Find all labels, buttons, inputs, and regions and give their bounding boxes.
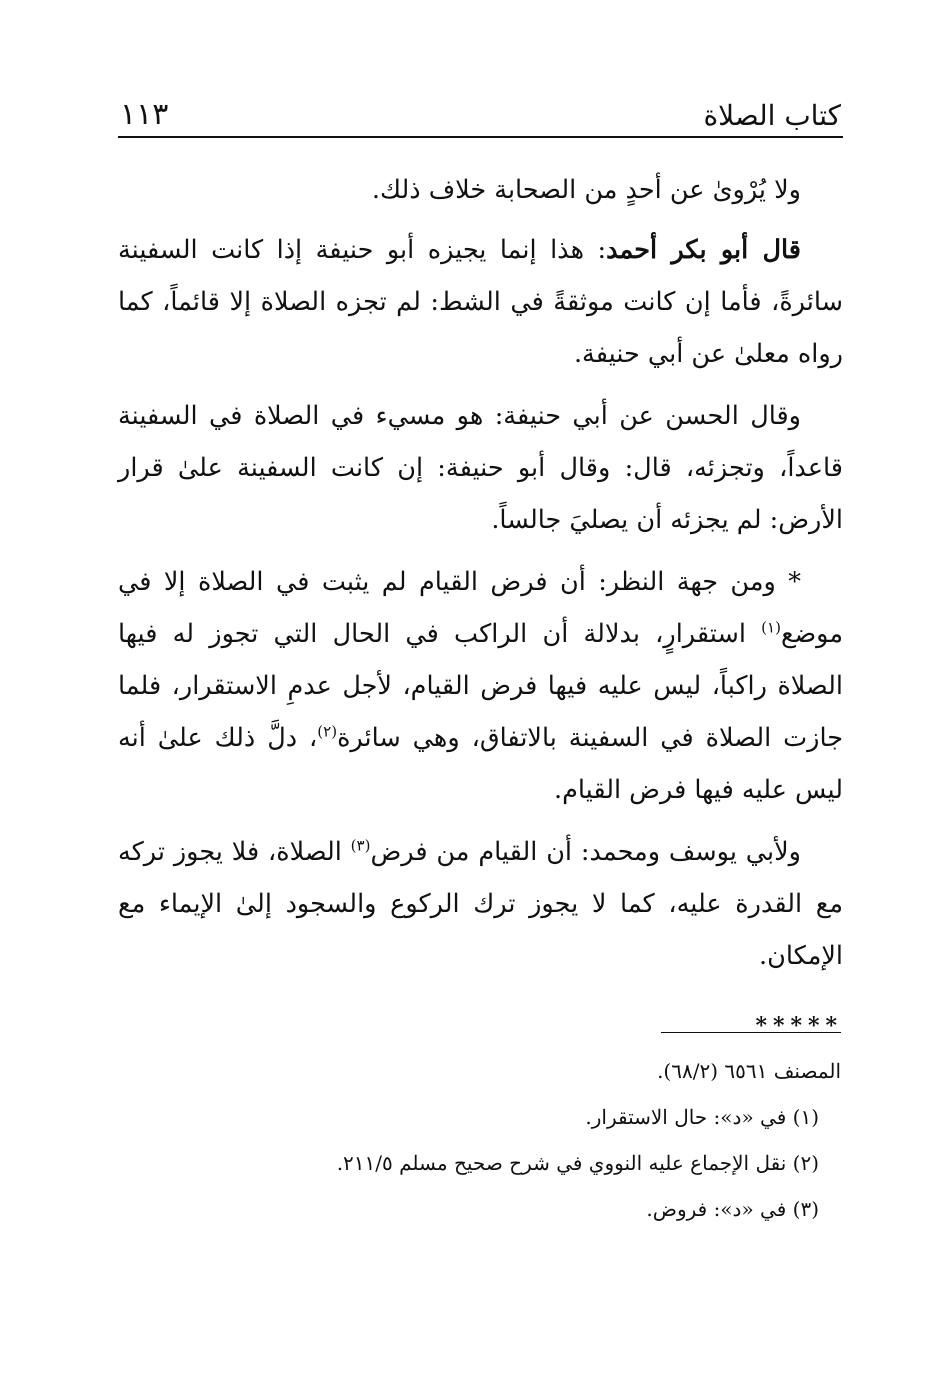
footnote-3: (٣) في «د»: فروض. bbox=[646, 1197, 819, 1221]
book-page bbox=[118, 90, 843, 1290]
footnotes bbox=[121, 1048, 841, 1232]
speaker-name: قال أبو بكر أحمد bbox=[606, 235, 801, 265]
footnote-divider bbox=[661, 1032, 841, 1033]
paragraph-4-part-c: ، دلَّ ذلك علىٰ أنه ليس عليه فيها فرض القيام. bbox=[118, 723, 843, 805]
paragraph-4-part-b: استقرارٍ، بدلالة أن الراكب في الحال التي تجوز له فيها الصلاة راكباً، ليس عليه فيها فرض القيام، لأجل عدمِ الاستقرار، فلما جازت الصلاة في السفينة بالاتفاق، وهي سائرة bbox=[118, 619, 844, 753]
paragraph-3: وقال الحسن عن أبي حنيفة: هو مسيء في الصلاة في السفينة قاعداً، وتجزئه، قال: وقال أبو حنيفة: إن كانت السفينة علىٰ قرار الأرض: لم يجزئه أن يصليَ جالساً. bbox=[118, 401, 843, 535]
footnote-2: (٢) نقل الإجماع عليه النووي في شرح صحيح مسلم ٢١١/٥. bbox=[336, 1151, 819, 1175]
paragraph-2-text: : هذا إنما يجيزه أبو حنيفة إذا كانت السفينة سائرةً، فأما إن كانت موثقةً في الشط: لم تجزه الصلاة إلا قائماً، كما رواه معلىٰ عن أبي حنيفة. bbox=[118, 235, 843, 369]
footnote-ref-3: (٣) bbox=[350, 836, 371, 855]
page-number: ١١٣ bbox=[120, 97, 169, 132]
paragraph-4-part-a: * ومن جهة النظر: أن فرض القيام لم يثبت في الصلاة إلا في موضع bbox=[118, 567, 843, 649]
paragraph-5 bbox=[118, 826, 843, 982]
main-text bbox=[118, 164, 843, 1052]
footnote-ref-1: (١) bbox=[761, 618, 781, 637]
footnote-source: المصنف ٦٥٦١ (٦٨/٢). bbox=[657, 1059, 841, 1083]
running-header bbox=[118, 90, 843, 138]
paragraph-5-part-b: الصلاة، فلا يجوز تركه مع القدرة عليه، كما لا يجوز ترك الركوع والسجود إلىٰ الإيماء مع الإمكان. bbox=[118, 837, 843, 971]
footnote-ref-2: (٢) bbox=[317, 722, 338, 741]
paragraph-2 bbox=[118, 224, 843, 380]
running-title: كتاب الصلاة bbox=[703, 99, 841, 132]
paragraph-5-part-a: ولأبي يوسف ومحمد: أن القيام من فرض bbox=[370, 837, 801, 867]
footnote-1: (١) في «د»: حال الاستقرار. bbox=[585, 1105, 819, 1129]
paragraph-1: ولا يُرْوىٰ عن أحدٍ من الصحابة خلاف ذلك. bbox=[371, 175, 801, 205]
paragraph-4 bbox=[118, 556, 843, 816]
section-end-asterisks: ***** bbox=[755, 1013, 843, 1039]
